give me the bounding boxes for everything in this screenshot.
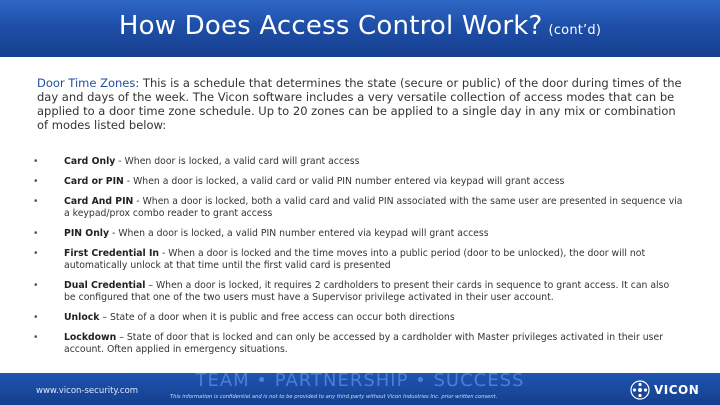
list-item-term: PIN Only <box>64 228 110 239</box>
mode-list <box>33 156 683 364</box>
intro-lead: Door Time Zones <box>37 76 136 90</box>
list-item-text: – State of a door when it is public and free access can occur both directions <box>99 312 455 323</box>
list-item-term: Lockdown <box>64 332 117 343</box>
list-item-text: - When a door is locked, both a valid card and valid PIN associated with the same user are presented in sequence via a keypad/prox combo reader to grant access <box>64 196 683 219</box>
page-title <box>0 11 720 41</box>
footer-tagline: TEAM • PARTNERSHIP • SUCCESS <box>195 370 525 391</box>
list-item-term: Unlock <box>64 312 100 323</box>
website-link[interactable]: www.vicon-security.com <box>36 386 139 396</box>
list-item-text: - When a door is locked, a valid card or valid PIN number entered via keypad will grant access <box>123 176 565 187</box>
bullet-marker: • <box>33 156 39 167</box>
list-item <box>33 156 683 168</box>
confidentiality-notice: This information is confidential and is not to be provided to any third party without Vicon Industries Inc. prior written consent. <box>170 394 498 400</box>
vicon-logo <box>630 380 710 400</box>
bullet-marker: • <box>33 228 39 239</box>
logo-wordmark: VICON <box>654 383 700 397</box>
list-item-text: - When a door is locked, a valid PIN number entered via keypad will grant access <box>109 228 489 239</box>
list-item <box>33 176 683 188</box>
bullet-marker: • <box>33 176 39 187</box>
list-item-term: First Credential In <box>64 248 160 259</box>
list-item-text: - When door is locked, a valid card will grant access <box>115 156 360 167</box>
list-item-term: Card And PIN <box>64 196 134 207</box>
bullet-marker: • <box>33 312 39 323</box>
footer-bar <box>0 370 720 405</box>
logo-mark-icon <box>630 380 650 400</box>
intro-paragraph <box>37 76 682 132</box>
intro-text: : This is a schedule that determines the state (secure or public) of the door during times of the day and days of the week. The Vicon software includes a very versatile collection of access modes that can be applied to a door time zone schedule. Up to 20 zones can be applied to a single day in any mix or combination of modes listed below: <box>37 76 682 132</box>
bullet-marker: • <box>33 280 39 291</box>
list-item <box>33 196 683 220</box>
list-item-text: – When a door is locked, it requires 2 cardholders to present their cards in sequence to grant access. It can also be configured that one of the two users must have a Supervisor privilege activated in their user account. <box>64 280 670 303</box>
list-item-term: Card or PIN <box>64 176 124 187</box>
list-item-term: Dual Credential <box>64 280 146 291</box>
title-subtitle: (cont’d) <box>548 23 602 38</box>
list-item-text: – State of door that is locked and can only be accessed by a cardholder with Master privileges activated in their user account. Often applied in emergency situations. <box>64 332 664 355</box>
list-item-term: Card Only <box>64 156 116 167</box>
list-item <box>33 332 683 356</box>
bullet-marker: • <box>33 332 39 343</box>
list-item <box>33 228 683 240</box>
list-item <box>33 280 683 304</box>
list-item-text: - When a door is locked and the time moves into a public period (door to be unlocked), the door will not automatically unlock at that time until the first valid card is presented <box>64 248 646 271</box>
title-text: How Does Access Control Work? <box>118 11 543 41</box>
bullet-marker: • <box>33 248 39 259</box>
bullet-marker: • <box>33 196 39 207</box>
list-item <box>33 248 683 272</box>
title-bar <box>0 0 720 57</box>
list-item <box>33 312 683 324</box>
